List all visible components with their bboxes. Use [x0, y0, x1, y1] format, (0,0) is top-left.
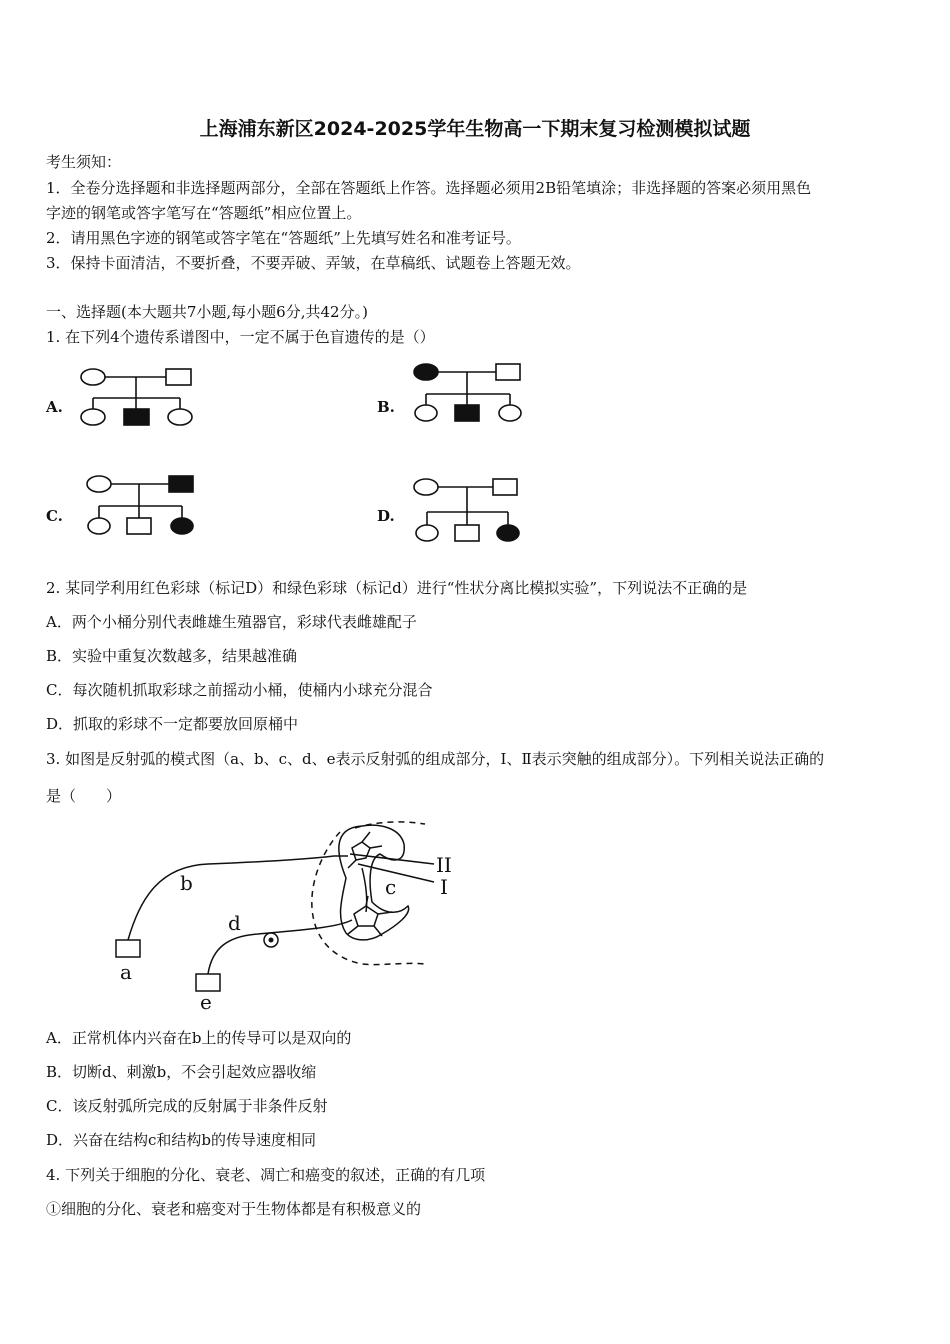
question-2-option-a: A．两个小桶分别代表雌雄生殖器官，彩球代表雌雄配子 [46, 613, 417, 631]
notice-line-1b: 字迹的钢笔或答字笔写在“答题纸”相应位置上。 [46, 204, 362, 222]
female-unaffected [416, 525, 438, 541]
notice-heading: 考生须知： [46, 153, 122, 171]
question-2 [46, 578, 747, 598]
question-4-text: 下列关于细胞的分化、衰老、凋亡和癌变的叙述，正确的有几项 [65, 1166, 486, 1184]
label-d: d [228, 911, 241, 935]
question-3-option-b: B．切断d、刺激b，不会引起效应器收缩 [46, 1063, 317, 1081]
female-unaffected [81, 369, 105, 385]
effector-e [196, 974, 220, 991]
label-b: b [180, 871, 193, 895]
pedigree-c-label: C. [46, 507, 63, 525]
female-unaffected [168, 409, 192, 425]
male-affected [455, 405, 479, 421]
section-heading: 一、选择题(本大题共7小题,每小题6分,共42分。) [46, 303, 368, 321]
male-unaffected [455, 525, 479, 541]
question-3-option-d: D．兴奋在结构c和结构b的传导速度相同 [46, 1131, 317, 1149]
question-1-number: 1. [46, 328, 61, 346]
question-3-text-continued: 是（ ） [46, 787, 122, 805]
notice-line-3: 3．保持卡面清洁，不要折叠，不要弄破、弄皱，在草稿纸、试题卷上答题无效。 [46, 254, 581, 272]
female-unaffected [88, 518, 110, 534]
ganglion-marker [264, 933, 278, 947]
pedigree-a-label: A. [46, 398, 63, 416]
female-affected [414, 364, 438, 380]
pedigree-b [412, 362, 532, 424]
question-3 [46, 749, 824, 769]
male-unaffected [166, 369, 191, 385]
question-4-number: 4. [46, 1166, 61, 1184]
receptor-a [116, 940, 140, 957]
question-2-option-c: C．每次随机抓取彩球之前摇动小桶，使桶内小球充分混合 [46, 681, 433, 699]
female-unaffected [499, 405, 521, 421]
question-2-option-b: B．实验中重复次数越多，结果越准确 [46, 647, 298, 665]
male-unaffected [127, 518, 151, 534]
male-unaffected [496, 364, 520, 380]
pedigree-d-label: D. [377, 507, 395, 525]
page-title: 上海浦东新区2024-2025学年生物高一下期末复习检测模拟试题 [199, 118, 751, 140]
label-c: c [385, 875, 397, 899]
female-unaffected [414, 479, 438, 495]
reflex-arc-diagram [100, 818, 470, 1013]
question-1 [46, 327, 435, 347]
question-3-option-c: C．该反射弧所完成的反射属于非条件反射 [46, 1097, 328, 1115]
neuron-cell-body-upper [352, 842, 370, 860]
male-affected [169, 476, 193, 492]
question-4 [46, 1165, 485, 1185]
male-affected [124, 409, 149, 425]
female-affected [497, 525, 519, 541]
question-2-number: 2. [46, 579, 61, 597]
label-a: a [120, 960, 132, 984]
question-2-option-d: D．抓取的彩球不一定都要放回原桶中 [46, 715, 299, 733]
pedigree-a [78, 366, 198, 428]
label-i: I [440, 875, 448, 899]
question-1-text: 在下列4个遗传系谱图中，一定不属于色盲遗传的是（） [65, 328, 435, 346]
pedigree-c [84, 474, 204, 538]
question-3-text: 如图是反射弧的模式图（a、b、c、d、e表示反射弧的组成部分，Ⅰ、Ⅱ表示突触的组成部分）。下列相关说法正确的 [65, 750, 825, 768]
female-unaffected [81, 409, 105, 425]
notice-line-1: 1．全卷分选择题和非选择题两部分，全部在答题纸上作答。选择题必须用2B铅笔填涂；非选择题的答案必须用黑色 [46, 179, 812, 197]
label-ii: II [436, 853, 452, 877]
label-e: e [200, 990, 212, 1014]
female-affected [171, 518, 193, 534]
question-4-item-1: ①细胞的分化、衰老和癌变对于生物体都是有积极意义的 [46, 1200, 422, 1218]
female-unaffected [415, 405, 437, 421]
notice-line-2: 2．请用黑色字迹的钢笔或答字笔在“答题纸”上先填写姓名和准考证号。 [46, 229, 521, 247]
question-3-option-a: A．正常机体内兴奋在b上的传导可以是双向的 [46, 1029, 352, 1047]
male-unaffected [493, 479, 517, 495]
pedigree-b-label: B. [377, 398, 395, 416]
question-3-number: 3. [46, 750, 61, 768]
female-unaffected [87, 476, 111, 492]
question-2-text: 某同学利用红色彩球（标记D）和绿色彩球（标记d）进行“性状分离比模拟实验”，下列说法不正确的是 [65, 579, 748, 597]
spinal-cord-boundary [355, 822, 425, 828]
gray-matter-outline [339, 825, 409, 940]
pedigree-d [412, 476, 532, 544]
